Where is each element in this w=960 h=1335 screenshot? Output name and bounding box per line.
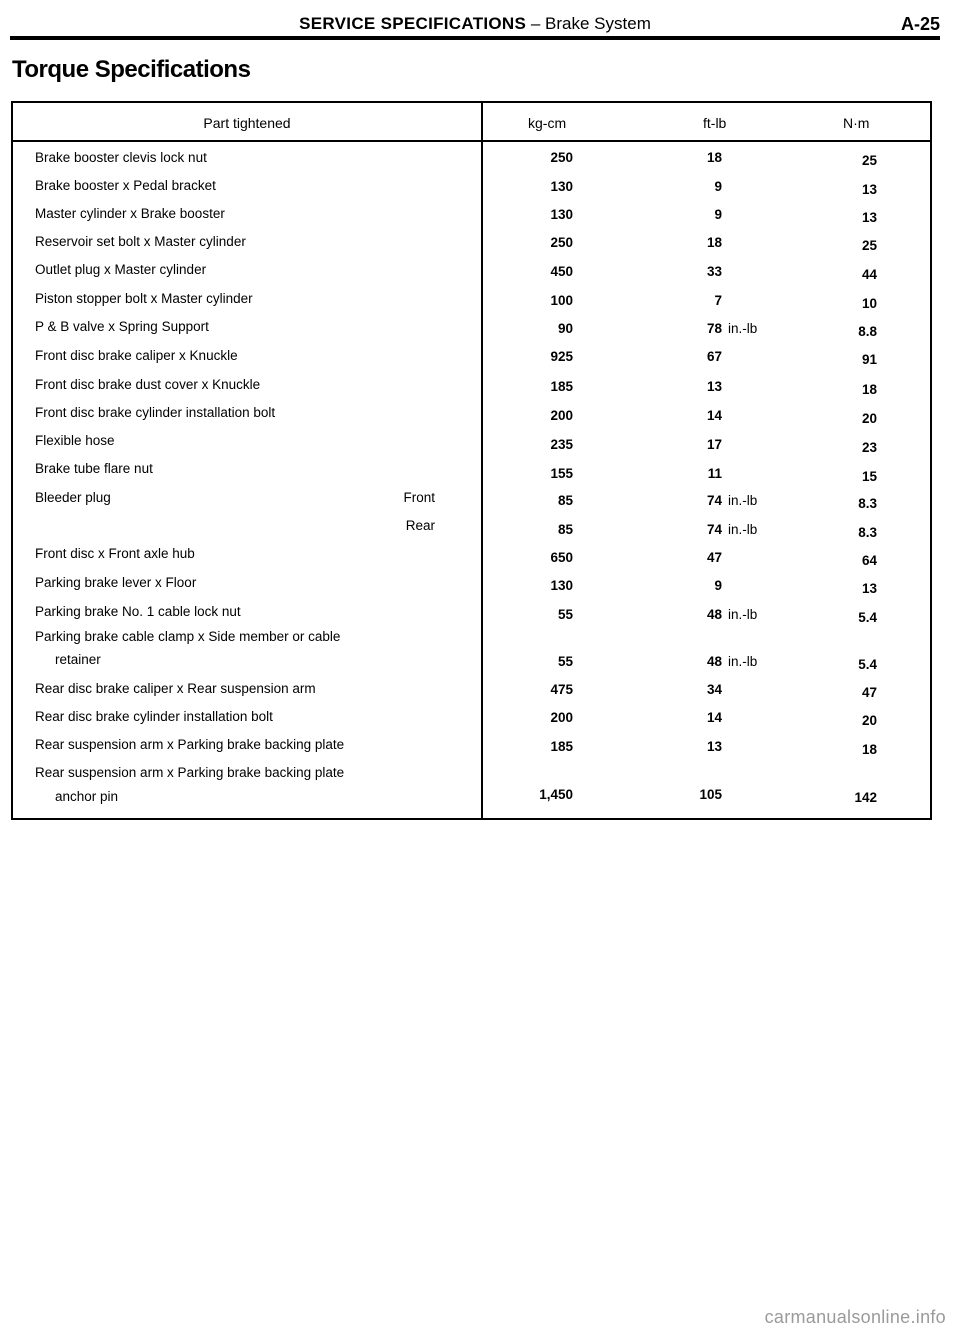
torque-table [11,101,932,820]
row-ft-lb-value: 13 [706,739,722,754]
header-dash: – [526,14,546,33]
row-part-name: Parking brake No. 1 cable lock nut [35,604,241,619]
row-part-name: Brake booster x Pedal bracket [35,178,216,193]
column-header-kg-cm: kg-cm [528,115,567,131]
row-ft-lb-value: 67 [706,349,722,364]
row-part-name: Brake tube flare nut [35,461,153,476]
row-ft-lb-value: 34 [706,682,722,697]
row-kg-cm-value: 90 [557,321,573,336]
row-n-m-value: 13 [861,581,877,596]
column-header-part: Part tightened [203,115,291,131]
row-ft-lb-value: 14 [706,710,722,725]
row-part-name: Parking brake lever x Floor [35,575,197,590]
row-ft-lb-value: 9 [714,578,722,593]
row-kg-cm-value: 200 [550,408,573,423]
row-ft-lb-unit: in.-lb [728,493,758,508]
row-location: Rear [405,518,435,533]
row-location: Front [403,490,435,505]
row-kg-cm-value: 450 [550,264,573,279]
row-n-m-value: 25 [861,238,877,253]
watermark-text: carmanualsonline.info [764,1307,946,1327]
page-header [10,10,940,36]
row-n-m-value: 18 [861,382,877,397]
row-n-m-value: 5.4 [858,610,877,625]
page-title: Torque Specifications [12,56,251,83]
row-kg-cm-value: 130 [550,207,573,222]
row-ft-lb-value: 14 [706,408,722,423]
row-ft-lb-unit: in.-lb [728,654,758,669]
row-ft-lb-unit: in.-lb [728,607,758,622]
row-kg-cm-value: 185 [550,739,573,754]
row-part-name-continued: anchor pin [55,789,119,804]
row-kg-cm-value: 85 [557,493,573,508]
row-part-name: Rear suspension arm x Parking brake backing plate [35,765,345,780]
page-number: A-25 [900,14,940,34]
row-part-name: Front disc brake caliper x Knuckle [35,348,238,363]
header-divider [13,140,930,142]
row-part-name: P & B valve x Spring Support [35,319,209,334]
row-ft-lb-value: 13 [706,379,722,394]
row-ft-lb-value: 105 [699,787,722,802]
row-part-name: Parking brake cable clamp x Side member or cable [35,629,341,644]
row-ft-lb-value: 33 [706,264,722,279]
row-ft-lb-unit: in.-lb [728,321,758,336]
row-kg-cm-value: 250 [550,235,573,250]
row-kg-cm-value: 130 [550,578,573,593]
header-section: SERVICE SPECIFICATIONS [299,14,527,33]
row-part-name: Brake booster clevis lock nut [35,150,207,165]
row-part-name-continued: retainer [55,652,101,667]
row-kg-cm-value: 1,450 [539,787,573,802]
row-ft-lb-value: 47 [706,550,722,565]
row-kg-cm-value: 475 [550,682,573,697]
row-kg-cm-value: 925 [550,349,573,364]
row-ft-lb-value: 18 [706,150,722,165]
header-subsection: Brake System [545,14,651,33]
header-rule [10,36,940,40]
row-part-name: Front disc brake cylinder installation bolt [35,405,276,420]
row-part-name: Piston stopper bolt x Master cylinder [35,291,253,306]
row-ft-lb-value: 9 [714,207,722,222]
row-n-m-value: 47 [861,685,877,700]
row-kg-cm-value: 235 [550,437,573,452]
row-kg-cm-value: 85 [557,522,573,537]
row-part-name: Flexible hose [35,433,115,448]
row-n-m-value: 91 [861,352,877,367]
row-n-m-value: 13 [861,210,877,225]
row-n-m-value: 25 [861,153,877,168]
row-ft-lb-value: 74 [706,522,722,537]
row-kg-cm-value: 250 [550,150,573,165]
row-n-m-value: 64 [861,553,877,568]
row-n-m-value: 13 [861,182,877,197]
row-part-name: Outlet plug x Master cylinder [35,262,207,277]
row-part-name: Rear disc brake caliper x Rear suspension arm [35,681,316,696]
row-ft-lb-unit: in.-lb [728,522,758,537]
row-n-m-value: 15 [861,469,877,484]
row-n-m-value: 5.4 [858,657,877,672]
row-n-m-value: 20 [861,713,877,728]
column-divider [481,103,483,818]
row-ft-lb-value: 78 [706,321,722,336]
row-ft-lb-value: 18 [706,235,722,250]
row-ft-lb-value: 74 [706,493,722,508]
row-part-name: Reservoir set bolt x Master cylinder [35,234,246,249]
row-ft-lb-value: 9 [714,179,722,194]
row-n-m-value: 20 [861,411,877,426]
row-ft-lb-value: 48 [706,654,722,669]
row-ft-lb-value: 7 [714,293,722,308]
row-part-name: Front disc brake dust cover x Knuckle [35,377,261,392]
row-ft-lb-value: 11 [707,466,722,481]
row-n-m-value: 8.3 [858,496,877,511]
row-ft-lb-value: 48 [706,607,722,622]
row-kg-cm-value: 55 [557,654,573,669]
row-n-m-value: 18 [861,742,877,757]
row-n-m-value: 44 [861,267,877,282]
row-part-name: Rear disc brake cylinder installation bolt [35,709,273,724]
row-part-name: Master cylinder x Brake booster [35,206,225,221]
row-kg-cm-value: 55 [557,607,573,622]
row-part-name: Rear suspension arm x Parking brake backing plate [35,737,345,752]
row-part-name: Front disc x Front axle hub [35,546,195,561]
row-kg-cm-value: 185 [550,379,573,394]
row-kg-cm-value: 155 [550,466,573,481]
column-header-n-m: N·m [843,115,870,131]
row-kg-cm-value: 650 [550,550,573,565]
row-n-m-value: 8.3 [858,525,877,540]
row-n-m-value: 142 [854,790,877,805]
row-n-m-value: 8.8 [858,324,877,339]
row-kg-cm-value: 200 [550,710,573,725]
header-title [10,14,940,34]
row-kg-cm-value: 130 [550,179,573,194]
row-n-m-value: 10 [861,296,877,311]
row-n-m-value: 23 [861,440,877,455]
column-header-ft-lb: ft-lb [703,115,727,131]
row-ft-lb-value: 17 [706,437,722,452]
row-kg-cm-value: 100 [550,293,573,308]
row-part-name: Bleeder plug [35,490,111,505]
